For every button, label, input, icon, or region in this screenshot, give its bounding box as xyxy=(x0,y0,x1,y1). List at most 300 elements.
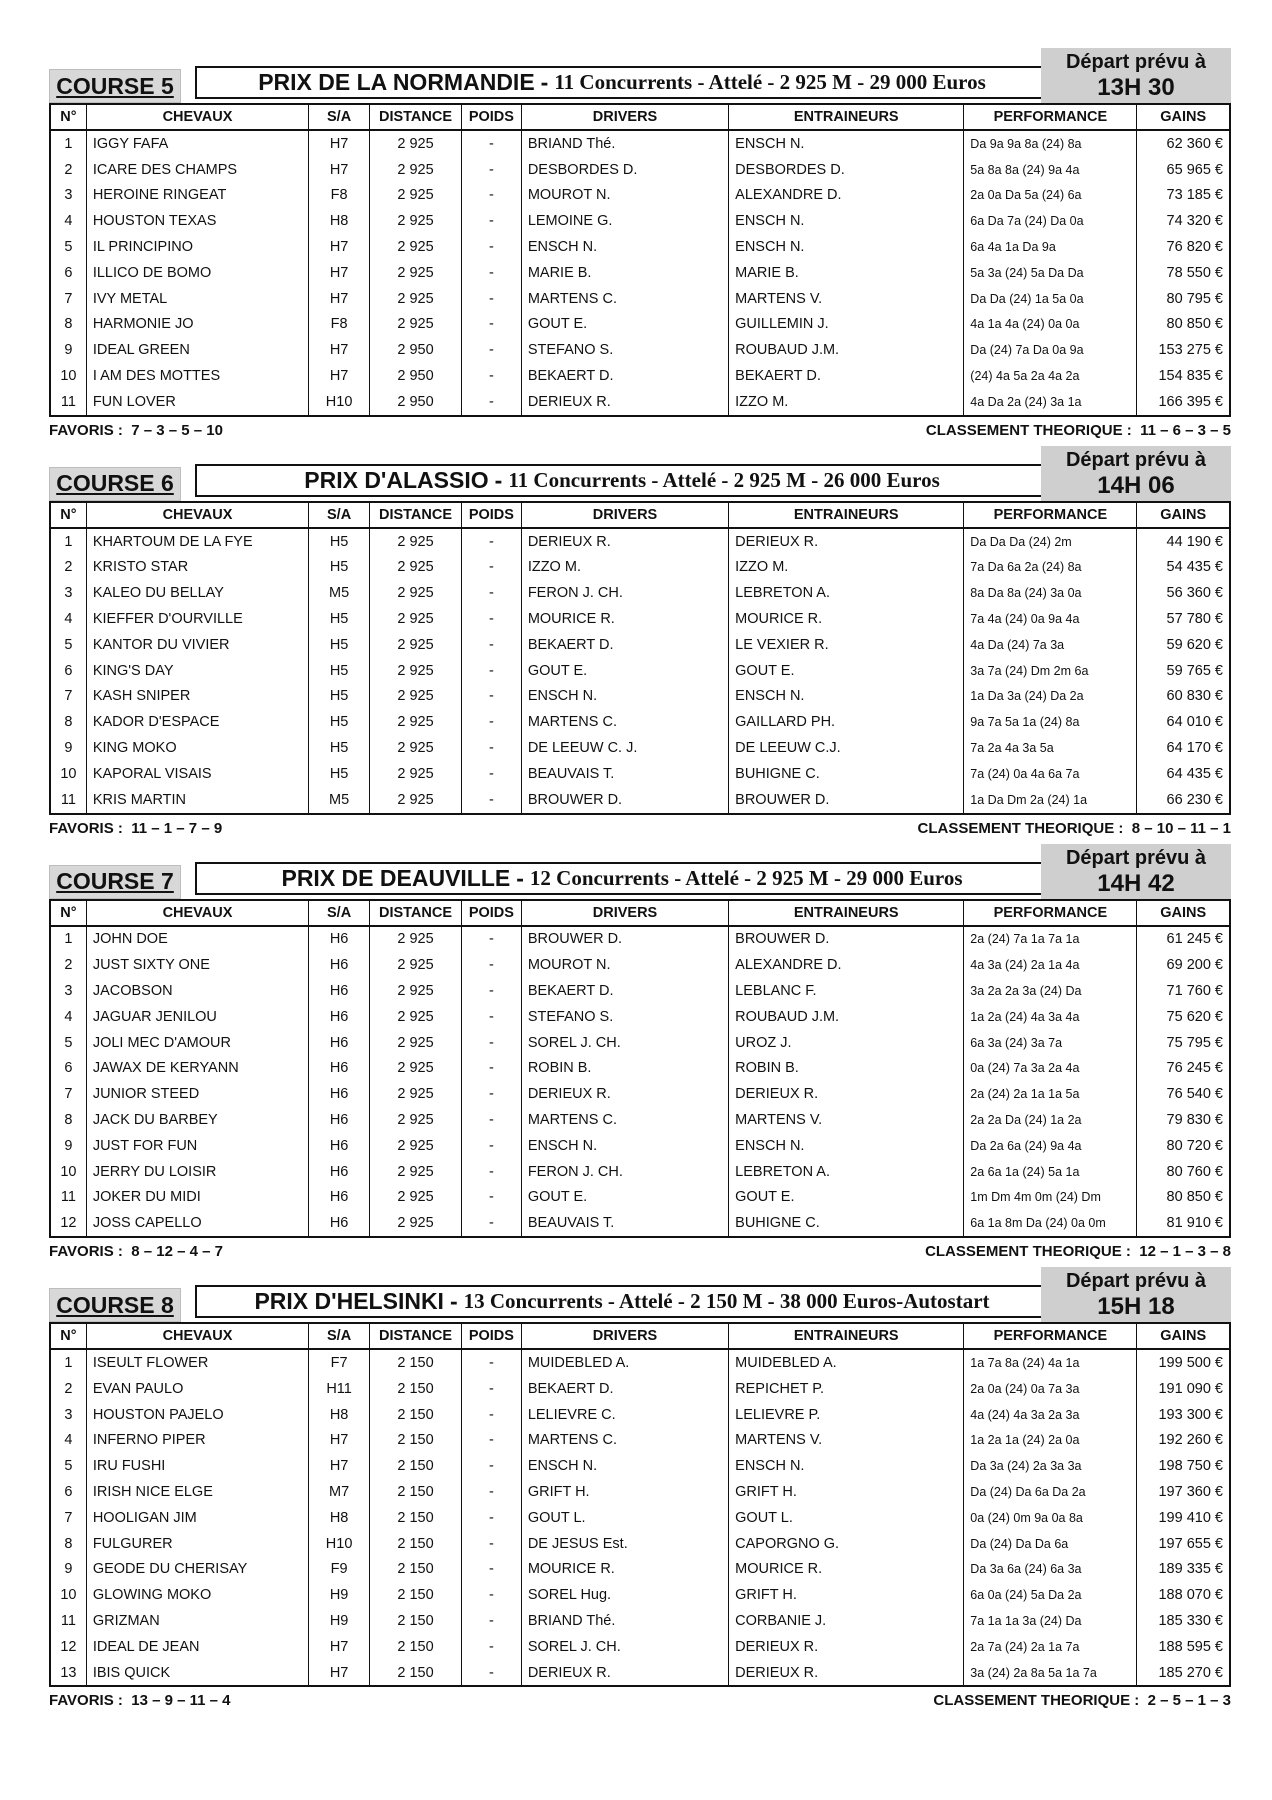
runner-number: 7 xyxy=(50,286,86,312)
distance: 2 925 xyxy=(370,1159,462,1185)
sex-age: H8 xyxy=(309,208,370,234)
table-row xyxy=(50,1349,1230,1376)
earnings: 199 500 € xyxy=(1137,1349,1230,1376)
distance: 2 925 xyxy=(370,130,462,157)
distance: 2 925 xyxy=(370,1056,462,1082)
sex-age: H6 xyxy=(309,1030,370,1056)
trainer: ENSCH N. xyxy=(729,1133,964,1159)
earnings: 193 300 € xyxy=(1137,1402,1230,1428)
earnings: 75 620 € xyxy=(1137,1004,1230,1030)
weight: - xyxy=(461,580,521,606)
col-earnings-header: GAINS xyxy=(1137,1323,1230,1349)
sex-age: H5 xyxy=(309,658,370,684)
col-trainer-header: ENTRAINEURS xyxy=(729,1323,964,1349)
runner-number: 6 xyxy=(50,1479,86,1505)
driver: DE JESUS Est. xyxy=(521,1531,728,1557)
earnings: 57 780 € xyxy=(1137,606,1230,632)
prix-details: 13 Concurrents - Attelé - 2 150 M - 38 000 Euros-Autostart xyxy=(463,1289,990,1314)
driver: ENSCH N. xyxy=(521,234,728,260)
trainer: CORBANIE J. xyxy=(729,1608,964,1634)
weight: - xyxy=(461,363,521,389)
sex-age: M5 xyxy=(309,580,370,606)
horse-name: KIEFFER D'OURVILLE xyxy=(86,606,308,632)
trainer: GAILLARD PH. xyxy=(729,709,964,735)
race-section xyxy=(49,1267,1231,1716)
earnings: 197 360 € xyxy=(1137,1479,1230,1505)
earnings: 62 360 € xyxy=(1137,130,1230,157)
performance: 4a 1a 4a (24) 0a 0a xyxy=(964,312,1137,338)
trainer: MUIDEBLED A. xyxy=(729,1349,964,1376)
table-row xyxy=(50,787,1230,814)
departure-label: Départ prévu à xyxy=(1065,846,1207,869)
sex-age: F8 xyxy=(309,312,370,338)
table-row xyxy=(50,1582,1230,1608)
earnings: 71 760 € xyxy=(1137,978,1230,1004)
horse-name: JAWAX DE KERYANN xyxy=(86,1056,308,1082)
table-row xyxy=(50,632,1230,658)
trainer: MARTENS V. xyxy=(729,286,964,312)
horse-name: KALEO DU BELLAY xyxy=(86,580,308,606)
trainer: BROUWER D. xyxy=(729,787,964,814)
performance: 6a 3a (24) 3a 7a xyxy=(964,1030,1137,1056)
sex-age: H5 xyxy=(309,684,370,710)
favoris: FAVORIS : 7 – 3 – 5 – 10 xyxy=(49,421,223,439)
earnings: 59 620 € xyxy=(1137,632,1230,658)
horse-name: HOOLIGAN JIM xyxy=(86,1505,308,1531)
driver: MARIE B. xyxy=(521,260,728,286)
weight: - xyxy=(461,1608,521,1634)
performance: Da 9a 9a 8a (24) 8a xyxy=(964,130,1137,157)
col-sex-age-header: S/A xyxy=(309,104,370,130)
weight: - xyxy=(461,1210,521,1237)
runner-number: 3 xyxy=(50,978,86,1004)
runner-number: 4 xyxy=(50,208,86,234)
driver: BEKAERT D. xyxy=(521,363,728,389)
horse-name: EVAN PAULO xyxy=(86,1376,308,1402)
earnings: 66 230 € xyxy=(1137,787,1230,814)
distance: 2 150 xyxy=(370,1453,462,1479)
runner-number: 8 xyxy=(50,1531,86,1557)
race-title xyxy=(195,464,1049,497)
earnings: 78 550 € xyxy=(1137,260,1230,286)
distance: 2 950 xyxy=(370,389,462,416)
distance: 2 925 xyxy=(370,286,462,312)
horse-name: JUNIOR STEED xyxy=(86,1081,308,1107)
trainer: GOUT E. xyxy=(729,1185,964,1211)
weight: - xyxy=(461,709,521,735)
race-section xyxy=(49,48,1231,446)
runner-number: 6 xyxy=(50,658,86,684)
col-number-header: N° xyxy=(50,502,86,528)
trainer: BUHIGNE C. xyxy=(729,1210,964,1237)
table-row xyxy=(50,363,1230,389)
col-weight-header: POIDS xyxy=(461,1323,521,1349)
distance: 2 150 xyxy=(370,1427,462,1453)
weight: - xyxy=(461,1349,521,1376)
runner-number: 8 xyxy=(50,312,86,338)
driver: BROUWER D. xyxy=(521,787,728,814)
runner-number: 13 xyxy=(50,1660,86,1687)
driver: BEKAERT D. xyxy=(521,978,728,1004)
weight: - xyxy=(461,1133,521,1159)
driver: MARTENS C. xyxy=(521,286,728,312)
earnings: 75 795 € xyxy=(1137,1030,1230,1056)
distance: 2 925 xyxy=(370,735,462,761)
trainer: LEBRETON A. xyxy=(729,1159,964,1185)
earnings: 80 720 € xyxy=(1137,1133,1230,1159)
race-header xyxy=(49,1267,1231,1322)
performance: 4a (24) 4a 3a 2a 3a xyxy=(964,1402,1137,1428)
horse-name: ISEULT FLOWER xyxy=(86,1349,308,1376)
weight: - xyxy=(461,1081,521,1107)
prix-details: 11 Concurrents - Attelé - 2 925 M - 26 000 Euros xyxy=(508,467,940,492)
performance: 1a 2a 1a (24) 2a 0a xyxy=(964,1427,1137,1453)
trainer: ENSCH N. xyxy=(729,684,964,710)
horse-name: INFERNO PIPER xyxy=(86,1427,308,1453)
table-row xyxy=(50,1030,1230,1056)
runner-number: 7 xyxy=(50,684,86,710)
table-header-row xyxy=(50,104,1230,130)
trainer: GOUT L. xyxy=(729,1505,964,1531)
sex-age: H10 xyxy=(309,389,370,416)
weight: - xyxy=(461,658,521,684)
runner-number: 4 xyxy=(50,1427,86,1453)
runners-table xyxy=(49,103,1231,417)
earnings: 61 245 € xyxy=(1137,926,1230,953)
race-footer xyxy=(49,1241,1231,1263)
sex-age: F7 xyxy=(309,1349,370,1376)
earnings: 189 335 € xyxy=(1137,1556,1230,1582)
col-horse-header: CHEVAUX xyxy=(86,502,308,528)
driver: DERIEUX R. xyxy=(521,528,728,555)
earnings: 80 850 € xyxy=(1137,1185,1230,1211)
table-row xyxy=(50,157,1230,183)
sex-age: H5 xyxy=(309,735,370,761)
driver: ENSCH N. xyxy=(521,684,728,710)
col-distance-header: DISTANCE xyxy=(370,1323,462,1349)
driver: IZZO M. xyxy=(521,555,728,581)
table-row xyxy=(50,1004,1230,1030)
distance: 2 950 xyxy=(370,337,462,363)
sex-age: H7 xyxy=(309,260,370,286)
sex-age: F8 xyxy=(309,183,370,209)
distance: 2 925 xyxy=(370,260,462,286)
earnings: 191 090 € xyxy=(1137,1376,1230,1402)
sex-age: H6 xyxy=(309,978,370,1004)
weight: - xyxy=(461,1479,521,1505)
prix-details: 12 Concurrents - Attelé - 2 925 M - 29 000 Euros xyxy=(529,865,963,890)
weight: - xyxy=(461,787,521,814)
earnings: 79 830 € xyxy=(1137,1107,1230,1133)
horse-name: IL PRINCIPINO xyxy=(86,234,308,260)
sex-age: H6 xyxy=(309,1210,370,1237)
driver: BRIAND Thé. xyxy=(521,130,728,157)
performance: 4a Da (24) 7a 3a xyxy=(964,632,1137,658)
table-row xyxy=(50,709,1230,735)
earnings: 64 170 € xyxy=(1137,735,1230,761)
weight: - xyxy=(461,260,521,286)
driver: BEAUVAIS T. xyxy=(521,1210,728,1237)
trainer: BROUWER D. xyxy=(729,926,964,953)
sex-age: H5 xyxy=(309,761,370,787)
trainer: IZZO M. xyxy=(729,555,964,581)
performance: 3a (24) 2a 8a 5a 1a 7a xyxy=(964,1660,1137,1687)
performance: 7a 1a 1a 3a (24) Da xyxy=(964,1608,1137,1634)
horse-name: HARMONIE JO xyxy=(86,312,308,338)
horse-name: IVY METAL xyxy=(86,286,308,312)
table-row xyxy=(50,684,1230,710)
weight: - xyxy=(461,555,521,581)
race-section xyxy=(49,446,1231,844)
table-row xyxy=(50,1608,1230,1634)
driver: DE LEEUW C. J. xyxy=(521,735,728,761)
earnings: 154 835 € xyxy=(1137,363,1230,389)
performance: 3a 7a (24) Dm 2m 6a xyxy=(964,658,1137,684)
weight: - xyxy=(461,978,521,1004)
horse-name: IRU FUSHI xyxy=(86,1453,308,1479)
runner-number: 1 xyxy=(50,1349,86,1376)
classement-theorique: CLASSEMENT THEORIQUE : 11 – 6 – 3 – 5 xyxy=(925,421,1231,439)
distance: 2 925 xyxy=(370,555,462,581)
runner-number: 11 xyxy=(50,1608,86,1634)
sex-age: H5 xyxy=(309,606,370,632)
distance: 2 925 xyxy=(370,761,462,787)
table-row xyxy=(50,1505,1230,1531)
runner-number: 1 xyxy=(50,130,86,157)
runner-number: 2 xyxy=(50,157,86,183)
favoris: FAVORIS : 11 – 1 – 7 – 9 xyxy=(49,819,223,837)
performance: (24) 4a 5a 2a 4a 2a xyxy=(964,363,1137,389)
performance: 0a (24) 0m 9a 0a 8a xyxy=(964,1505,1137,1531)
weight: - xyxy=(461,761,521,787)
col-earnings-header: GAINS xyxy=(1137,900,1230,926)
driver: BEAUVAIS T. xyxy=(521,761,728,787)
sex-age: H9 xyxy=(309,1582,370,1608)
horse-name: KING'S DAY xyxy=(86,658,308,684)
driver: MARTENS C. xyxy=(521,709,728,735)
table-header-row xyxy=(50,900,1230,926)
earnings: 199 410 € xyxy=(1137,1505,1230,1531)
title-separator: - xyxy=(516,864,524,891)
distance: 2 925 xyxy=(370,787,462,814)
performance: 6a Da 7a (24) Da 0a xyxy=(964,208,1137,234)
performance: 1a Da 3a (24) Da 2a xyxy=(964,684,1137,710)
weight: - xyxy=(461,1427,521,1453)
earnings: 44 190 € xyxy=(1137,528,1230,555)
trainer: DESBORDES D. xyxy=(729,157,964,183)
table-row xyxy=(50,978,1230,1004)
table-row xyxy=(50,1107,1230,1133)
classement-theorique: CLASSEMENT THEORIQUE : 8 – 10 – 11 – 1 xyxy=(917,819,1231,837)
performance: 1a Da Dm 2a (24) 1a xyxy=(964,787,1137,814)
driver: STEFANO S. xyxy=(521,337,728,363)
horse-name: IRISH NICE ELGE xyxy=(86,1479,308,1505)
runner-number: 10 xyxy=(50,1159,86,1185)
table-row xyxy=(50,1159,1230,1185)
col-trainer-header: ENTRAINEURS xyxy=(729,900,964,926)
horse-name: JOSS CAPELLO xyxy=(86,1210,308,1237)
runner-number: 1 xyxy=(50,528,86,555)
earnings: 185 330 € xyxy=(1137,1608,1230,1634)
distance: 2 150 xyxy=(370,1376,462,1402)
distance: 2 925 xyxy=(370,1081,462,1107)
table-row xyxy=(50,926,1230,953)
driver: DERIEUX R. xyxy=(521,1660,728,1687)
performance: 2a (24) 2a 1a 1a 5a xyxy=(964,1081,1137,1107)
distance: 2 150 xyxy=(370,1505,462,1531)
weight: - xyxy=(461,1531,521,1557)
weight: - xyxy=(461,286,521,312)
runner-number: 2 xyxy=(50,952,86,978)
horse-name: KAPORAL VISAIS xyxy=(86,761,308,787)
distance: 2 925 xyxy=(370,684,462,710)
distance: 2 925 xyxy=(370,528,462,555)
driver: SOREL Hug. xyxy=(521,1582,728,1608)
performance: 2a 6a 1a (24) 5a 1a xyxy=(964,1159,1137,1185)
sex-age: H7 xyxy=(309,1634,370,1660)
weight: - xyxy=(461,337,521,363)
distance: 2 150 xyxy=(370,1479,462,1505)
earnings: 192 260 € xyxy=(1137,1427,1230,1453)
trainer: DERIEUX R. xyxy=(729,1660,964,1687)
race-title xyxy=(195,1285,1049,1318)
distance: 2 925 xyxy=(370,312,462,338)
distance: 2 925 xyxy=(370,926,462,953)
trainer: BUHIGNE C. xyxy=(729,761,964,787)
earnings: 73 185 € xyxy=(1137,183,1230,209)
table-row xyxy=(50,580,1230,606)
trainer: DE LEEUW C.J. xyxy=(729,735,964,761)
table-row xyxy=(50,208,1230,234)
performance: 6a 4a 1a Da 9a xyxy=(964,234,1137,260)
performance: Da Da Da (24) 2m xyxy=(964,528,1137,555)
weight: - xyxy=(461,1107,521,1133)
table-header-row xyxy=(50,502,1230,528)
table-row xyxy=(50,1133,1230,1159)
horse-name: KING MOKO xyxy=(86,735,308,761)
col-performance-header: PERFORMANCE xyxy=(964,502,1137,528)
driver: FERON J. CH. xyxy=(521,1159,728,1185)
driver: ROBIN B. xyxy=(521,1056,728,1082)
driver: DESBORDES D. xyxy=(521,157,728,183)
table-row xyxy=(50,260,1230,286)
race-title xyxy=(195,862,1049,895)
col-performance-header: PERFORMANCE xyxy=(964,1323,1137,1349)
performance: 2a 0a (24) 0a 7a 3a xyxy=(964,1376,1137,1402)
horse-name: IBIS QUICK xyxy=(86,1660,308,1687)
trainer: MOURICE R. xyxy=(729,1556,964,1582)
horse-name: I AM DES MOTTES xyxy=(86,363,308,389)
col-number-header: N° xyxy=(50,900,86,926)
col-performance-header: PERFORMANCE xyxy=(964,104,1137,130)
runners-table xyxy=(49,1322,1231,1687)
horse-name: ICARE DES CHAMPS xyxy=(86,157,308,183)
performance: 7a (24) 0a 4a 6a 7a xyxy=(964,761,1137,787)
earnings: 188 595 € xyxy=(1137,1634,1230,1660)
departure-time: 14H 42 xyxy=(1097,869,1175,897)
col-sex-age-header: S/A xyxy=(309,900,370,926)
table-row xyxy=(50,183,1230,209)
col-number-header: N° xyxy=(50,1323,86,1349)
distance: 2 925 xyxy=(370,606,462,632)
weight: - xyxy=(461,312,521,338)
horse-name: IGGY FAFA xyxy=(86,130,308,157)
driver: MARTENS C. xyxy=(521,1107,728,1133)
performance: 4a Da 2a (24) 3a 1a xyxy=(964,389,1137,416)
distance: 2 925 xyxy=(370,952,462,978)
distance: 2 925 xyxy=(370,1030,462,1056)
driver: GRIFT H. xyxy=(521,1479,728,1505)
trainer: ROBIN B. xyxy=(729,1056,964,1082)
race-footer xyxy=(49,1690,1231,1712)
runner-number: 5 xyxy=(50,1030,86,1056)
trainer: ALEXANDRE D. xyxy=(729,183,964,209)
col-trainer-header: ENTRAINEURS xyxy=(729,502,964,528)
driver: GOUT E. xyxy=(521,1185,728,1211)
col-sex-age-header: S/A xyxy=(309,1323,370,1349)
driver: GOUT E. xyxy=(521,312,728,338)
performance: 3a 2a 2a 3a (24) Da xyxy=(964,978,1137,1004)
runner-number: 8 xyxy=(50,709,86,735)
weight: - xyxy=(461,735,521,761)
driver: STEFANO S. xyxy=(521,1004,728,1030)
performance: 1a 7a 8a (24) 4a 1a xyxy=(964,1349,1137,1376)
distance: 2 925 xyxy=(370,978,462,1004)
weight: - xyxy=(461,208,521,234)
earnings: 76 820 € xyxy=(1137,234,1230,260)
horse-name: KANTOR DU VIVIER xyxy=(86,632,308,658)
distance: 2 150 xyxy=(370,1556,462,1582)
performance: Da (24) Da Da 6a xyxy=(964,1531,1137,1557)
runner-number: 10 xyxy=(50,363,86,389)
trainer: ROUBAUD J.M. xyxy=(729,1004,964,1030)
col-earnings-header: GAINS xyxy=(1137,502,1230,528)
horse-name: JUST FOR FUN xyxy=(86,1133,308,1159)
performance: 7a 2a 4a 3a 5a xyxy=(964,735,1137,761)
trainer: DERIEUX R. xyxy=(729,1081,964,1107)
sex-age: H7 xyxy=(309,286,370,312)
sex-age: H6 xyxy=(309,1185,370,1211)
sex-age: H7 xyxy=(309,157,370,183)
driver: GOUT L. xyxy=(521,1505,728,1531)
weight: - xyxy=(461,1030,521,1056)
table-row xyxy=(50,130,1230,157)
trainer: ENSCH N. xyxy=(729,234,964,260)
weight: - xyxy=(461,606,521,632)
sex-age: H5 xyxy=(309,632,370,658)
col-horse-header: CHEVAUX xyxy=(86,900,308,926)
performance: 8a Da 8a (24) 3a 0a xyxy=(964,580,1137,606)
performance: 7a Da 6a 2a (24) 8a xyxy=(964,555,1137,581)
course-number: COURSE 7 xyxy=(49,865,181,899)
earnings: 153 275 € xyxy=(1137,337,1230,363)
course-number: COURSE 6 xyxy=(49,467,181,501)
sex-age: H6 xyxy=(309,1056,370,1082)
col-driver-header: DRIVERS xyxy=(521,900,728,926)
runner-number: 8 xyxy=(50,1107,86,1133)
table-row xyxy=(50,761,1230,787)
horse-name: HEROINE RINGEAT xyxy=(86,183,308,209)
departure-label: Départ prévu à xyxy=(1065,448,1207,471)
weight: - xyxy=(461,389,521,416)
runner-number: 3 xyxy=(50,183,86,209)
prix-name: PRIX D'ALASSIO xyxy=(304,466,489,493)
driver: MOUROT N. xyxy=(521,952,728,978)
sex-age: H7 xyxy=(309,1660,370,1687)
performance: 6a 0a (24) 5a Da 2a xyxy=(964,1582,1137,1608)
distance: 2 925 xyxy=(370,1185,462,1211)
departure-box xyxy=(1041,844,1231,899)
